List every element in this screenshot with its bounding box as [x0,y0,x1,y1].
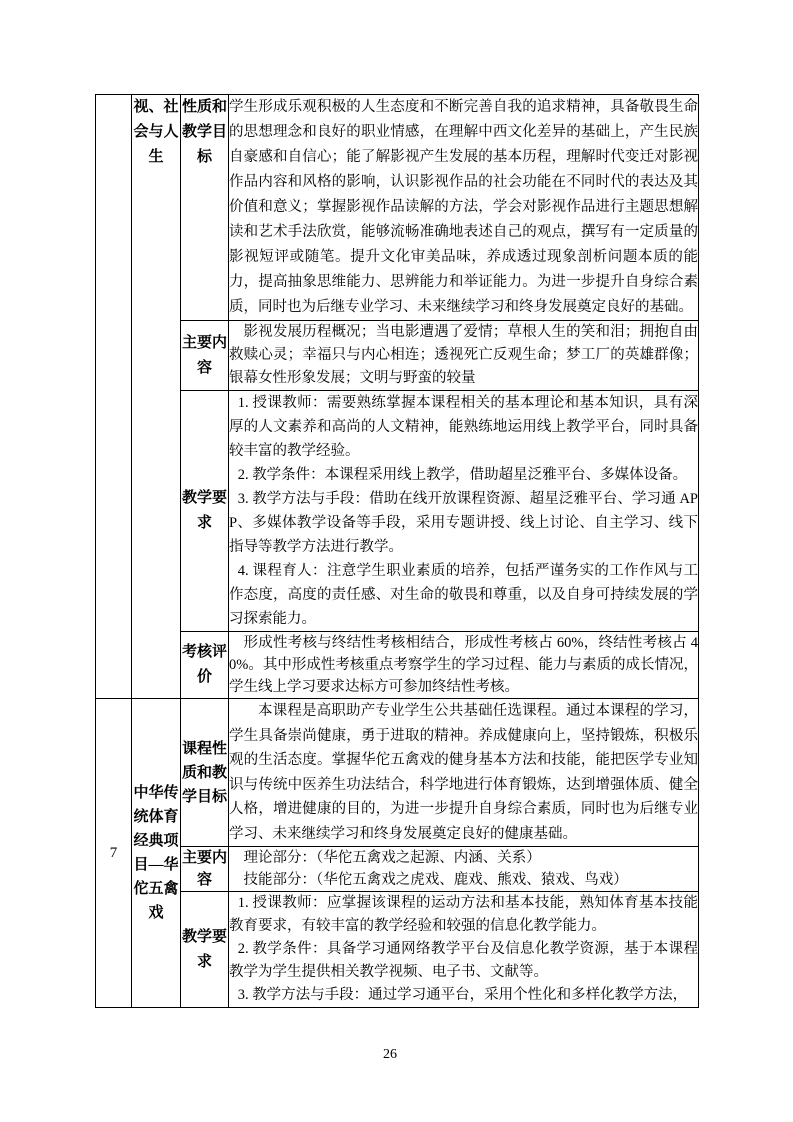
content-paragraph: 影视发展历程概况；当电影遭遇了爱情；草根人生的笑和泪；拥抱自由救赎心灵；幸福只与内心相连；透视死亡反观生命；梦工厂的英雄群像；银幕女性形象发展；文明与野蛮的较量 [229,324,698,386]
content-paragraph: 理论部分：（华佗五禽戏之起源、内涵、关系） [243,850,541,866]
row-content-cell [229,892,699,1008]
content-paragraph: 4. 课程育人：注意学生职业素质的培养，包括严谨务实的工作作风与工作态度，高度的责任感、对生命的敬畏和尊重，以及自身可持续发展的学习探索能力。 [229,563,698,627]
row-number-cell: 7 [96,699,132,1008]
course-title-cell: 中华传统体育经典项目—华佗五禽戏 [132,699,181,1008]
course-title-cell: 视、社会与人生 [132,95,181,699]
row-content-cell [229,847,699,892]
row-label-cell: 课程性质和教学目标 [181,699,229,847]
row-content-cell [229,321,699,391]
content-paragraph: 本课程是高职助产专业学生公共基础任选课程。通过本课程的学习，学生具备崇尚健康，勇于进取的精神。养成健康向上，坚持锻炼，积极乐观的生活态度。掌握华佗五禽戏的健身基本方法和技能，能把医学专业知识与传统中医养生功法结合，科学地进行体育锻炼，达到增强体质、健全人格，增进健康的目的，为进一步提升自身综合素质，同时也为后继专业学习、未来继续学习和终身发展奠定良好的健康基础。 [229,703,698,842]
row-label-cell: 性质和教学目标 [181,95,229,321]
row-label-cell: 教学要求 [181,391,229,632]
row-content-cell [229,632,699,699]
row-content-cell [229,391,699,632]
course-syllabus-table [95,94,699,1008]
row-label-cell: 教学要求 [181,892,229,1008]
content-paragraph: 1. 授课教师：应掌握该课程的运动方法和基本技能，熟知体育基本技能教育要求，有较丰富的教学经验和较强的信息化教学能力。 [229,895,698,934]
content-paragraph: 技能部分：（华佗五禽戏之虎戏、鹿戏、熊戏、猿戏、鸟戏） [243,872,628,888]
content-paragraph: 2. 教学条件：本课程采用线上教学，借助超星泛雅平台、多媒体设备。 [237,467,688,483]
content-paragraph: 2. 教学条件：具备学习通网络教学平台及信息化教学资源，基于本课程教学为学生提供相关教学视频、电子书、文献等。 [229,941,698,980]
page-number: 26 [383,1047,397,1062]
content-paragraph: 形成性考核与终结性考核相结合，形成性考核占 60%，终结性考核占 40%。其中形成性考核重点考察学生的学习过程、能力与素质的成长情况，学生线上学习要求达标方可参加终结性考核。 [229,635,698,695]
row-label-cell: 主要内容 [181,321,229,391]
content-paragraph: 3. 教学方法与手段：借助在线开放课程资源、超星泛雅平台、学习通 APP、多媒体教学设备等手段，采用专题讲授、线上讨论、自主学习、线下指导等教学方法进行教学。 [229,491,698,555]
content-paragraph: 学生形成乐观积极的人生态度和不断完善自我的追求精神，具备敬畏生命的思想理念和良好的职业情感，在理解中西文化差异的基础上，产生民族自豪感和自信心；能了解影视产生发展的基本历程，理解时代变迁对影视作品内容和风格的影响，认识影视作品的社会功能在不同时代的表达及其价值和意义；掌握影视作品读解的方法，学会对影视作品进行主题思想解读和艺术手法欣赏，能够流畅准确地表述自己的观点，撰写有一定质量的影视短评或随笔。提升文化审美品味，养成透过现象剖析问题本质的能力，提高抽象思维能力、思辨能力和举证能力。为进一步提升自身综合素质，同时也为后继专业学习、未来继续学习和终身发展奠定良好的基础。 [229,99,698,315]
content-paragraph: 3. 教学方法与手段：通过学习通平台，采用个性化和多样化教学方法， [237,987,688,1003]
content-paragraph: 1. 授课教师：需要熟练掌握本课程相关的基本理论和基本知识，具有深厚的人文素养和高尚的人文精神，能熟练地运用线上教学平台，同时具备较丰富的教学经验。 [229,395,698,459]
row-content-cell [229,699,699,847]
row-label-cell: 考核评价 [181,632,229,699]
row-content-cell [229,95,699,321]
row-label-cell: 主要内容 [181,847,229,892]
row-number-cell [96,95,132,699]
